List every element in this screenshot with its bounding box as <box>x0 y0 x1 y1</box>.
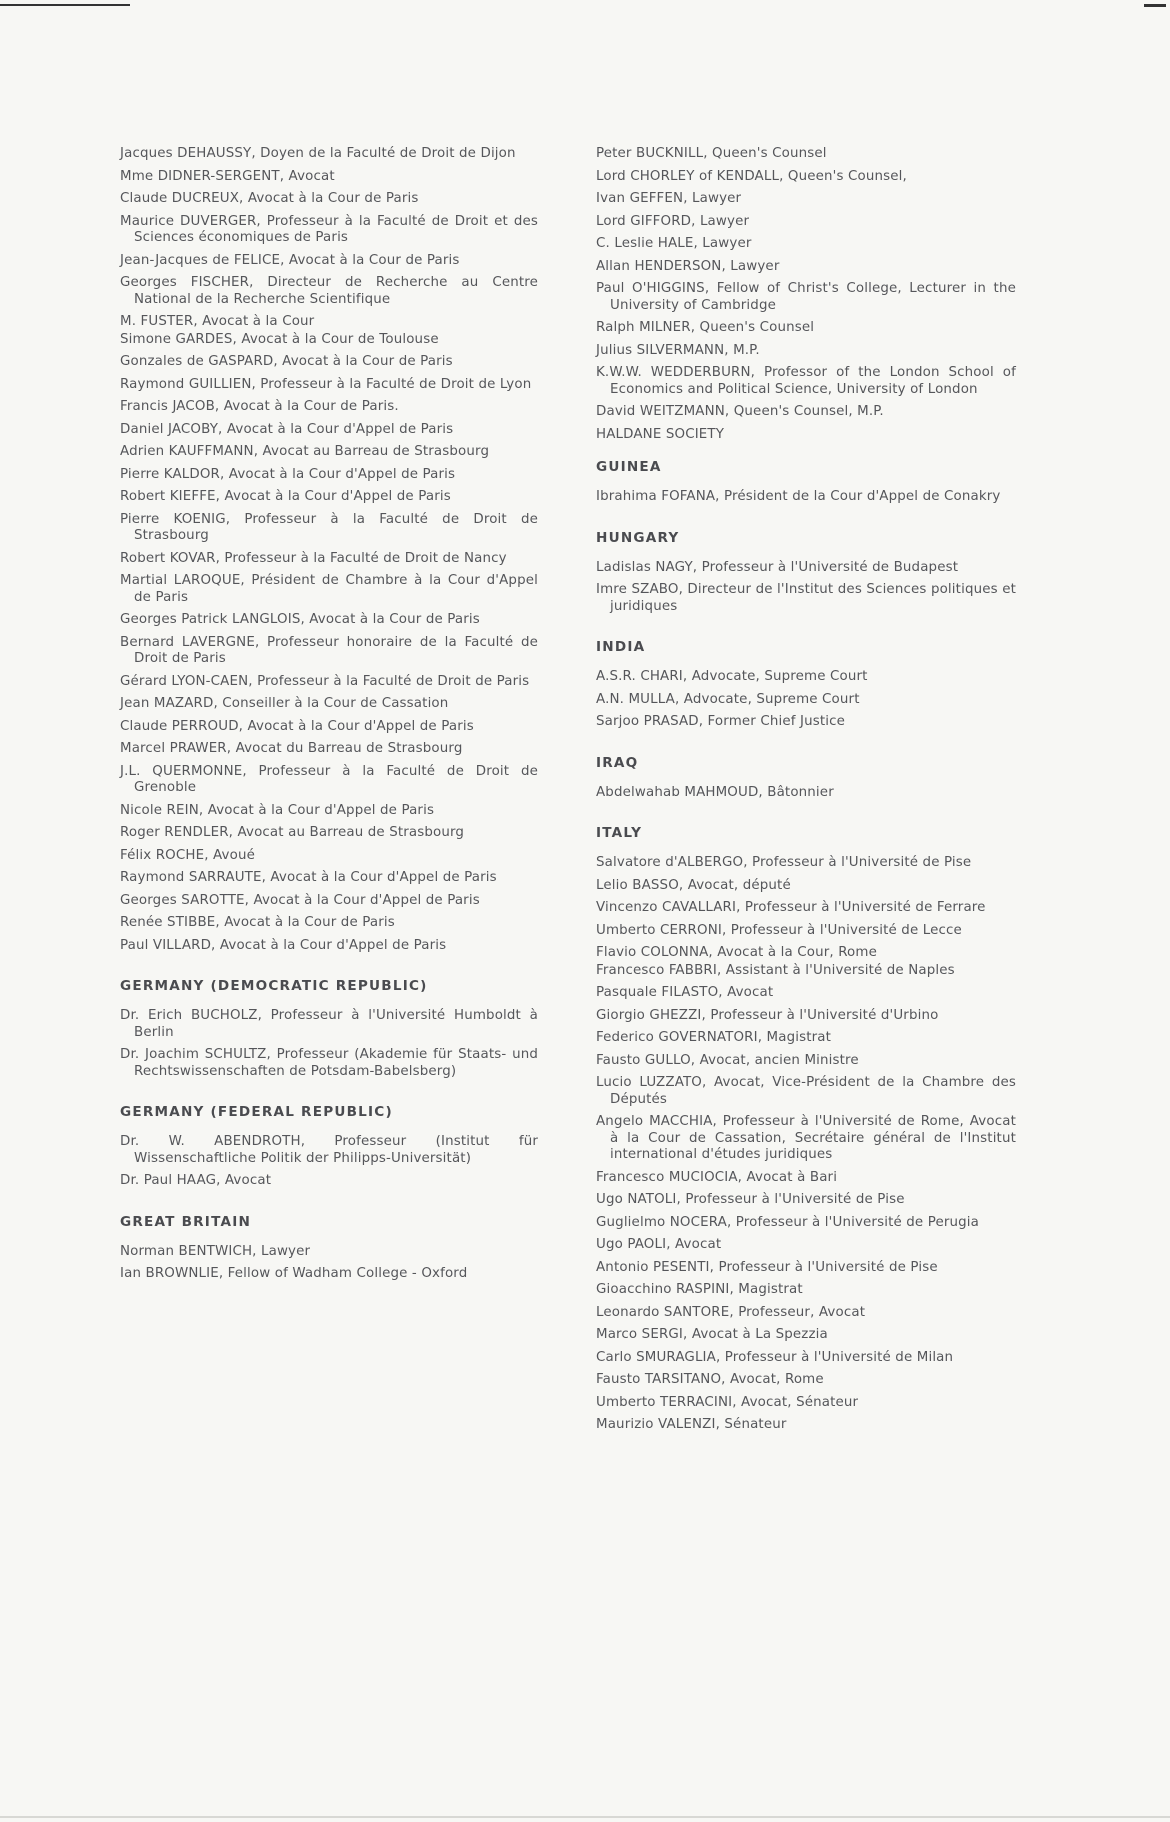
member-entry: Maurizio VALENZI, Sénateur <box>596 1417 787 1432</box>
country-heading-hungary: HUNGARY <box>596 529 680 546</box>
member-entry: Angelo MACCHIA, Professeur à l'Université de Rome, Avocat à la Cour de Cassation, Secrétaire général de l'Institut international d'études juridiques <box>596 1114 1016 1162</box>
member-entry: David WEITZMANN, Queen's Counsel, M.P. <box>596 404 884 419</box>
member-entry: Gioacchino RASPINI, Magistrat <box>596 1282 803 1297</box>
member-entry: Salvatore d'ALBERGO, Professeur à l'Université de Pise <box>596 855 972 870</box>
member-entry: Ugo PAOLI, Avocat <box>596 1237 722 1252</box>
member-entry: Dr. Joachim SCHULTZ, Professeur (Akademie für Staats- und Rechtswissenschaften de Potsdam-Babelsberg) <box>120 1047 538 1079</box>
member-entry: A.S.R. CHARI, Advocate, Supreme Court <box>596 669 868 684</box>
page-bottom-edge <box>0 1816 1170 1818</box>
member-entry: Umberto CERRONI, Professeur à l'Université de Lecce <box>596 922 962 938</box>
member-entry: Lucio LUZZATO, Avocat, Vice-Président de la Chambre des Députés <box>596 1075 1016 1107</box>
member-entry: Abdelwahab MAHMOUD, Bâtonnier <box>596 784 834 800</box>
member-entry: HALDANE SOCIETY <box>596 426 725 442</box>
member-entry: J.L. QUERMONNE, Professeur à la Faculté de Droit de Grenoble <box>120 763 538 795</box>
member-entry: Fausto TARSITANO, Avocat, Rome <box>596 1372 824 1387</box>
member-entry: Francesco FABBRI, Assistant à l'Université de Naples <box>596 962 955 978</box>
member-entry: Marco SERGI, Avocat à La Spezzia <box>596 1327 828 1342</box>
member-entry: Simone GARDES, Avocat à la Cour de Toulouse <box>120 331 439 347</box>
member-entry: Gonzales de GASPARD, Avocat à la Cour de Paris <box>120 354 453 369</box>
member-entry: Jean MAZARD, Conseiller à la Cour de Cassation <box>120 696 449 711</box>
country-heading-iraq: IRAQ <box>596 754 639 771</box>
member-entry: Antonio PESENTI, Professeur à l'Université de Pise <box>596 1259 938 1275</box>
member-entry: Georges SAROTTE, Avocat à la Cour d'Appel de Paris <box>120 892 480 908</box>
member-entry: Daniel JACOBY, Avocat à la Cour d'Appel de Paris <box>120 421 454 437</box>
member-entry: Robert KIEFFE, Avocat à la Cour d'Appel de Paris <box>120 489 451 504</box>
member-entry: Carlo SMURAGLIA, Professeur à l'Université de Milan <box>596 1349 954 1365</box>
right-column <box>596 146 1016 1440</box>
member-entry: Georges Patrick LANGLOIS, Avocat à la Cour de Paris <box>120 612 480 627</box>
member-entry: Raymond GUILLIEN, Professeur à la Faculté de Droit de Lyon <box>120 376 532 392</box>
member-entry: K.W.W. WEDDERBURN, Professor of the London School of Economics and Political Science, University of London <box>596 365 1016 397</box>
member-entry: Martial LAROQUE, Président de Chambre à la Cour d'Appel de Paris <box>120 573 538 605</box>
country-heading-germany-democratic-republic: GERMANY (DEMOCRATIC REPUBLIC) <box>120 978 428 994</box>
member-entry: Georges FISCHER, Directeur de Recherche au Centre National de la Recherche Scientifique <box>120 275 538 307</box>
member-entry: A.N. MULLA, Advocate, Supreme Court <box>596 691 860 707</box>
member-entry: Ibrahima FOFANA, Président de la Cour d'Appel de Conakry <box>596 489 1001 504</box>
country-heading-italy: ITALY <box>596 825 643 841</box>
member-entry: Ladislas NAGY, Professeur à l'Université de Budapest <box>596 559 959 575</box>
member-entry: M. FUSTER, Avocat à la Cour <box>120 314 315 329</box>
member-entry: Dr. Paul HAAG, Avocat <box>120 1173 272 1188</box>
member-entry: Peter BUCKNILL, Queen's Counsel <box>596 146 827 161</box>
member-entry: Marcel PRAWER, Avocat du Barreau de Strasbourg <box>120 741 463 756</box>
member-entry: Bernard LAVERGNE, Professeur honoraire de la Faculté de Droit de Paris <box>120 634 538 666</box>
member-entry: Ian BROWNLIE, Fellow of Wadham College - Oxford <box>120 1266 468 1281</box>
member-entry: Lord CHORLEY of KENDALL, Queen's Counsel, <box>596 168 907 184</box>
member-entry: Pierre KALDOR, Avocat à la Cour d'Appel de Paris <box>120 466 456 482</box>
member-entry: Ralph MILNER, Queen's Counsel <box>596 320 815 335</box>
member-entry: Guglielmo NOCERA, Professeur à l'Université de Perugia <box>596 1214 980 1230</box>
member-entry: Francis JACOB, Avocat à la Cour de Paris. <box>120 399 399 414</box>
member-entry: Paul O'HIGGINS, Fellow of Christ's College, Lecturer in the University of Cambridge <box>596 281 1016 313</box>
member-entry: Paul VILLARD, Avocat à la Cour d'Appel de Paris <box>120 937 447 953</box>
member-entry: Flavio COLONNA, Avocat à la Cour, Rome <box>596 945 877 960</box>
country-heading-india: INDIA <box>596 639 646 655</box>
country-heading-guinea: GUINEA <box>596 459 662 475</box>
member-entry: Sarjoo PRASAD, Former Chief Justice <box>596 714 846 729</box>
member-entry: Giorgio GHEZZI, Professeur à l'Université d'Urbino <box>596 1007 939 1023</box>
member-entry: Nicole REIN, Avocat à la Cour d'Appel de Paris <box>120 802 435 818</box>
member-entry: Fausto GULLO, Avocat, ancien Ministre <box>596 1052 859 1068</box>
member-entry: Claude PERROUD, Avocat à la Cour d'Appel de Paris <box>120 718 474 734</box>
member-entry: Félix ROCHE, Avoué <box>120 847 255 863</box>
member-entry: Julius SILVERMANN, M.P. <box>596 342 760 358</box>
member-entry: Robert KOVAR, Professeur à la Faculté de Droit de Nancy <box>120 550 507 566</box>
member-entry: Umberto TERRACINI, Avocat, Sénateur <box>596 1394 859 1410</box>
member-entry: Pasquale FILASTO, Avocat <box>596 985 774 1000</box>
member-entry: Adrien KAUFFMANN, Avocat au Barreau de Strasbourg <box>120 444 490 459</box>
member-entry: Allan HENDERSON, Lawyer <box>596 258 780 274</box>
member-entry: Norman BENTWICH, Lawyer <box>120 1243 311 1259</box>
left-column <box>120 146 538 1289</box>
member-entry: C. Leslie HALE, Lawyer <box>596 236 752 251</box>
member-entry: Maurice DUVERGER, Professeur à la Faculté de Droit et des Sciences économiques de Paris <box>120 213 538 245</box>
member-entry: Imre SZABO, Directeur de l'Institut des Sciences politiques et juridiques <box>596 582 1016 614</box>
country-heading-great-britain: GREAT BRITAIN <box>120 1213 252 1230</box>
member-entry: Francesco MUCIOCIA, Avocat à Bari <box>596 1169 838 1185</box>
member-entry: Pierre KOENIG, Professeur à la Faculté de Droit de Strasbourg <box>120 511 538 543</box>
member-entry: Renée STIBBE, Avocat à la Cour de Paris <box>120 915 395 930</box>
page-top-rule <box>0 4 130 6</box>
member-entry: Dr. W. ABENDROTH, Professeur (Institut für Wissenschaftliche Politik der Philipps-Universität) <box>120 1134 538 1166</box>
member-entry: Lord GIFFORD, Lawyer <box>596 213 750 229</box>
member-entry: Ivan GEFFEN, Lawyer <box>596 191 742 206</box>
member-entry: Claude DUCREUX, Avocat à la Cour de Paris <box>120 191 419 206</box>
member-entry: Ugo NATOLI, Professeur à l'Université de Pise <box>596 1192 905 1207</box>
member-entry: Jean-Jacques de FELICE, Avocat à la Cour de Paris <box>120 252 460 268</box>
member-entry: Roger RENDLER, Avocat au Barreau de Strasbourg <box>120 825 465 840</box>
member-entry: Leonardo SANTORE, Professeur, Avocat <box>596 1304 866 1320</box>
page-corner-mark <box>1144 4 1166 7</box>
member-entry: Federico GOVERNATORI, Magistrat <box>596 1030 832 1045</box>
member-entry: Raymond SARRAUTE, Avocat à la Cour d'Appel de Paris <box>120 870 497 885</box>
member-entry: Mme DIDNER-SERGENT, Avocat <box>120 168 335 184</box>
member-entry: Lelio BASSO, Avocat, député <box>596 877 791 893</box>
member-entry: Jacques DEHAUSSY, Doyen de la Faculté de Droit de Dijon <box>120 146 516 161</box>
member-entry: Gérard LYON-CAEN, Professeur à la Faculté de Droit de Paris <box>120 673 530 689</box>
country-heading-germany-federal-republic: GERMANY (FEDERAL REPUBLIC) <box>120 1104 393 1120</box>
member-entry: Vincenzo CAVALLARI, Professeur à l'Université de Ferrare <box>596 900 986 915</box>
member-entry: Dr. Erich BUCHOLZ, Professeur à l'Université Humboldt à Berlin <box>120 1008 538 1040</box>
